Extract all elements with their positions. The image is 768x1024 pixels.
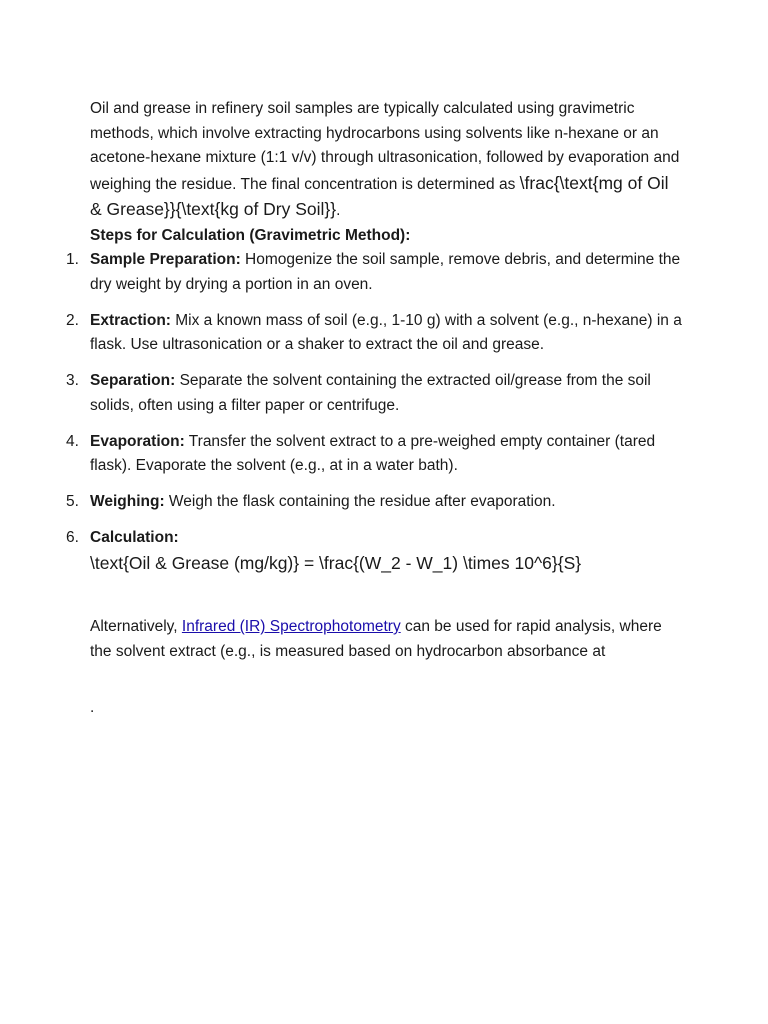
step-number: 4. <box>66 432 79 450</box>
intro-end: . <box>336 202 341 219</box>
step-number: 5. <box>66 493 79 510</box>
intro-paragraph <box>90 97 682 224</box>
trailing-period: . <box>90 699 95 716</box>
step-label: Calculation: <box>90 529 179 546</box>
steps-heading: Steps for Calculation (Gravimetric Method): <box>90 226 411 244</box>
alternative-paragraph <box>90 615 682 664</box>
step-label: Evaporation: <box>90 432 185 450</box>
list-item <box>66 309 682 358</box>
alternative-prefix: Alternatively, <box>90 618 182 635</box>
step-text: Homogenize the soil sample, remove debris, and determine the dry weight by drying a portion in an oven. <box>90 251 681 293</box>
alternative-suffix: can be used for rapid analysis, where the solvent extract (e.g., is measured based on hydrocarbon absorbance at <box>90 618 662 660</box>
step-label: Sample Preparation: <box>90 251 241 268</box>
step-label: Separation: <box>90 372 176 389</box>
step-number: 3. <box>66 372 79 389</box>
step-number: 1. <box>66 251 79 268</box>
document-body <box>66 97 682 721</box>
intro-formula: \frac{\text{mg of Oil & Grease}}{\text{kg of Dry Soil}} <box>90 172 669 219</box>
calculation-formula: \text{Oil & Grease (mg/kg)} = \frac{(W_2 - W_1) \times 10^6}{S} <box>90 552 582 573</box>
step-text: Separate the solvent containing the extracted oil/grease from the soil solids, often using a filter paper or centrifuge. <box>90 372 651 414</box>
step-number: 6. <box>66 529 79 546</box>
list-item <box>66 369 682 418</box>
list-item <box>66 248 682 297</box>
step-number: 2. <box>66 311 79 329</box>
list-item <box>66 526 682 575</box>
step-label: Extraction: <box>90 311 171 329</box>
steps-list <box>66 248 682 575</box>
ir-spectrophotometry-link[interactable]: Infrared (IR) Spectrophotometry <box>181 618 401 635</box>
step-label: Weighing: <box>90 493 165 510</box>
list-item <box>66 430 682 479</box>
list-item <box>66 490 682 515</box>
step-text: Transfer the solvent extract to a pre-weighed empty container (tared flask). Evaporate the solvent (e.g., at in a water bath). <box>90 432 656 474</box>
step-text: Weigh the flask containing the residue after evaporation. <box>164 493 556 510</box>
step-text: Mix a known mass of soil (e.g., 1-10 g) with a solvent (e.g., n-hexane) in a flask. Use ultrasonication or a shaker to extract the oil and grease. <box>90 311 682 353</box>
intro-text: Oil and grease in refinery soil samples are typically calculated using gravimetric methods, which involve extracting hydrocarbons using solvents like n-hexane or an acetone-hexane mixture (1:1 v/v) through ultrasonication, followed by evaporation and weighing the residue. The final concentration is determined as <box>90 100 680 193</box>
